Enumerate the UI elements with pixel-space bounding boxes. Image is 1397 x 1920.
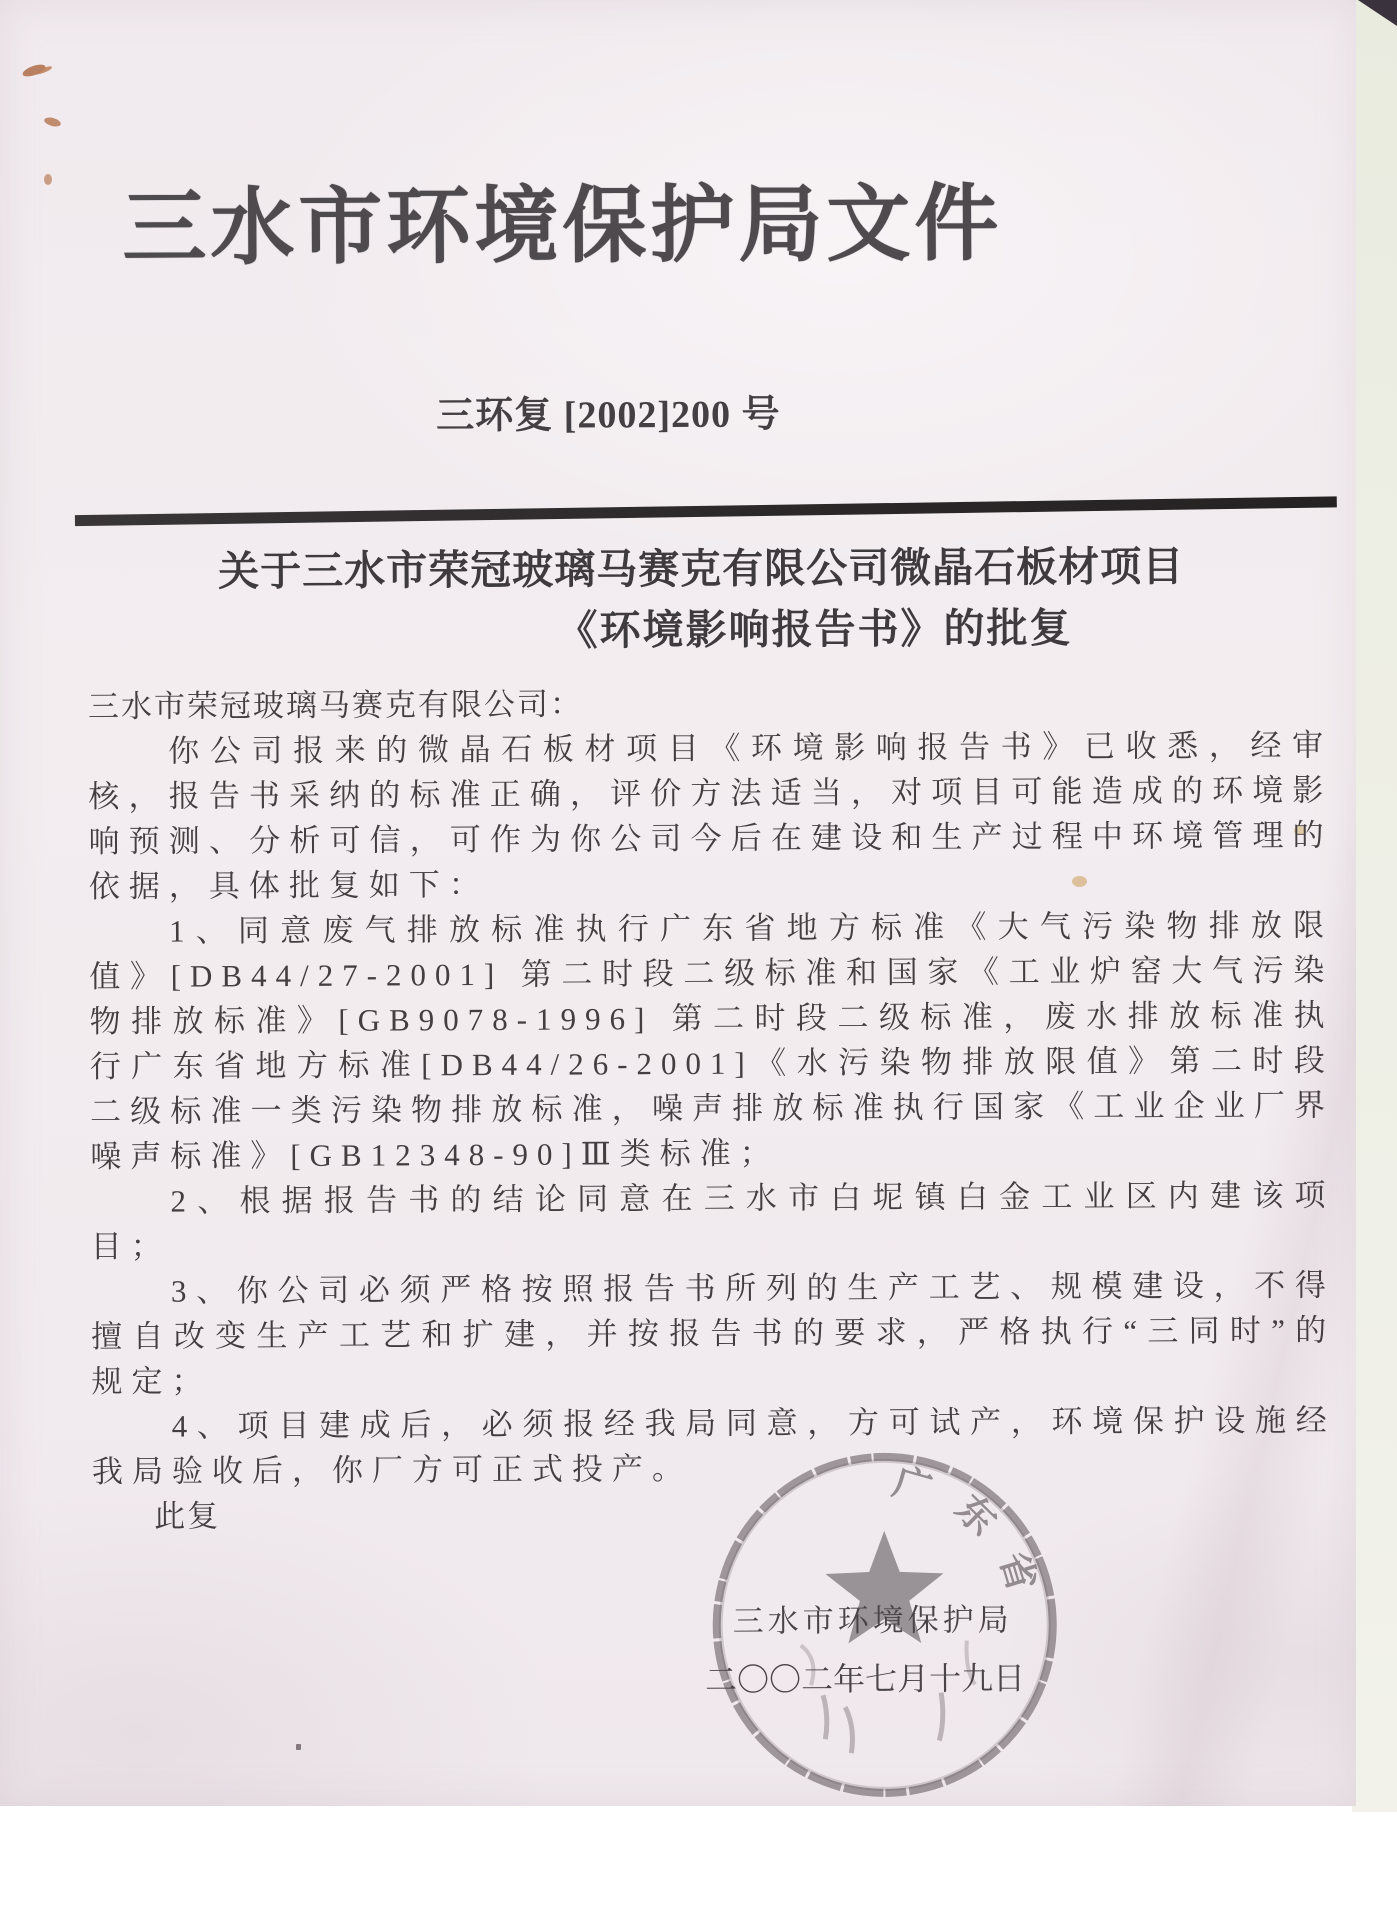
body-paragraph: 2、根据报告书的结论同意在三水市白坭镇白金工业区内建该项目； [90, 1177, 1335, 1265]
body-paragraph: 1、同意废气排放标准执行广东省地方标准《大气污染物排放限值》[DB44/27-2001] 第二时段二级标准和国家《工业炉窑大气污染物排放标准》[GB9078-1996] 第二时段二级标准，废水排放标准执行广东省地方标准[DB44/26-2001]《水污染物排放限值》第二时段二级标准一类污染物排放标准，噪声排放标准执行国家《工业企业厂界噪声标准》[GB12348-90]Ⅲ类标准； [89, 907, 1335, 1175]
subject-line-2: 《环境影响报告书》的批复 [556, 604, 1073, 654]
body-paragraph: 4、项目建成后，必须报经我局同意，方可试产，环境保护设施经我局验收后，你厂方可正式投产。 [91, 1402, 1336, 1490]
body-paragraph: 你公司报来的微晶石板材项目《环境影响报告书》已收悉，经审核，报告书采纳的标准正确，评价方法适当，对项目可能造成的环境影响预测、分析可信，可作为你公司今后在建设和生产过程中环境管理的依据，具体批复如下： [88, 727, 1333, 905]
document-body [88, 678, 1336, 1540]
closing-phrase: 此复 [154, 1498, 221, 1534]
subject-line-1: 关于三水市荣冠玻璃马赛克有限公司微晶石板材项目 [218, 543, 1185, 595]
issuing-agency-signature: 三水市环境保护局 [732, 1602, 1013, 1639]
letterhead-divider-rule [75, 496, 1337, 526]
document-number: 三环复 [2002]200 号 [436, 393, 781, 438]
seal-arc-text: 广东省 [888, 1461, 1051, 1621]
agency-letterhead-title: 三水市环境保护局文件 [122, 178, 1003, 276]
issue-date: 二〇〇二年七月十九日 [704, 1660, 1026, 1698]
seal-smudge-strokes [823, 1693, 943, 1754]
body-paragraph: 3、你公司必须严格按照报告书所列的生产工艺、规模建设，不得擅自改变生产工艺和扩建，并按报告书的要求，严格执行“三同时”的规定； [91, 1267, 1336, 1400]
salutation: 三水市荣冠玻璃马赛克有限公司： [87, 686, 583, 725]
